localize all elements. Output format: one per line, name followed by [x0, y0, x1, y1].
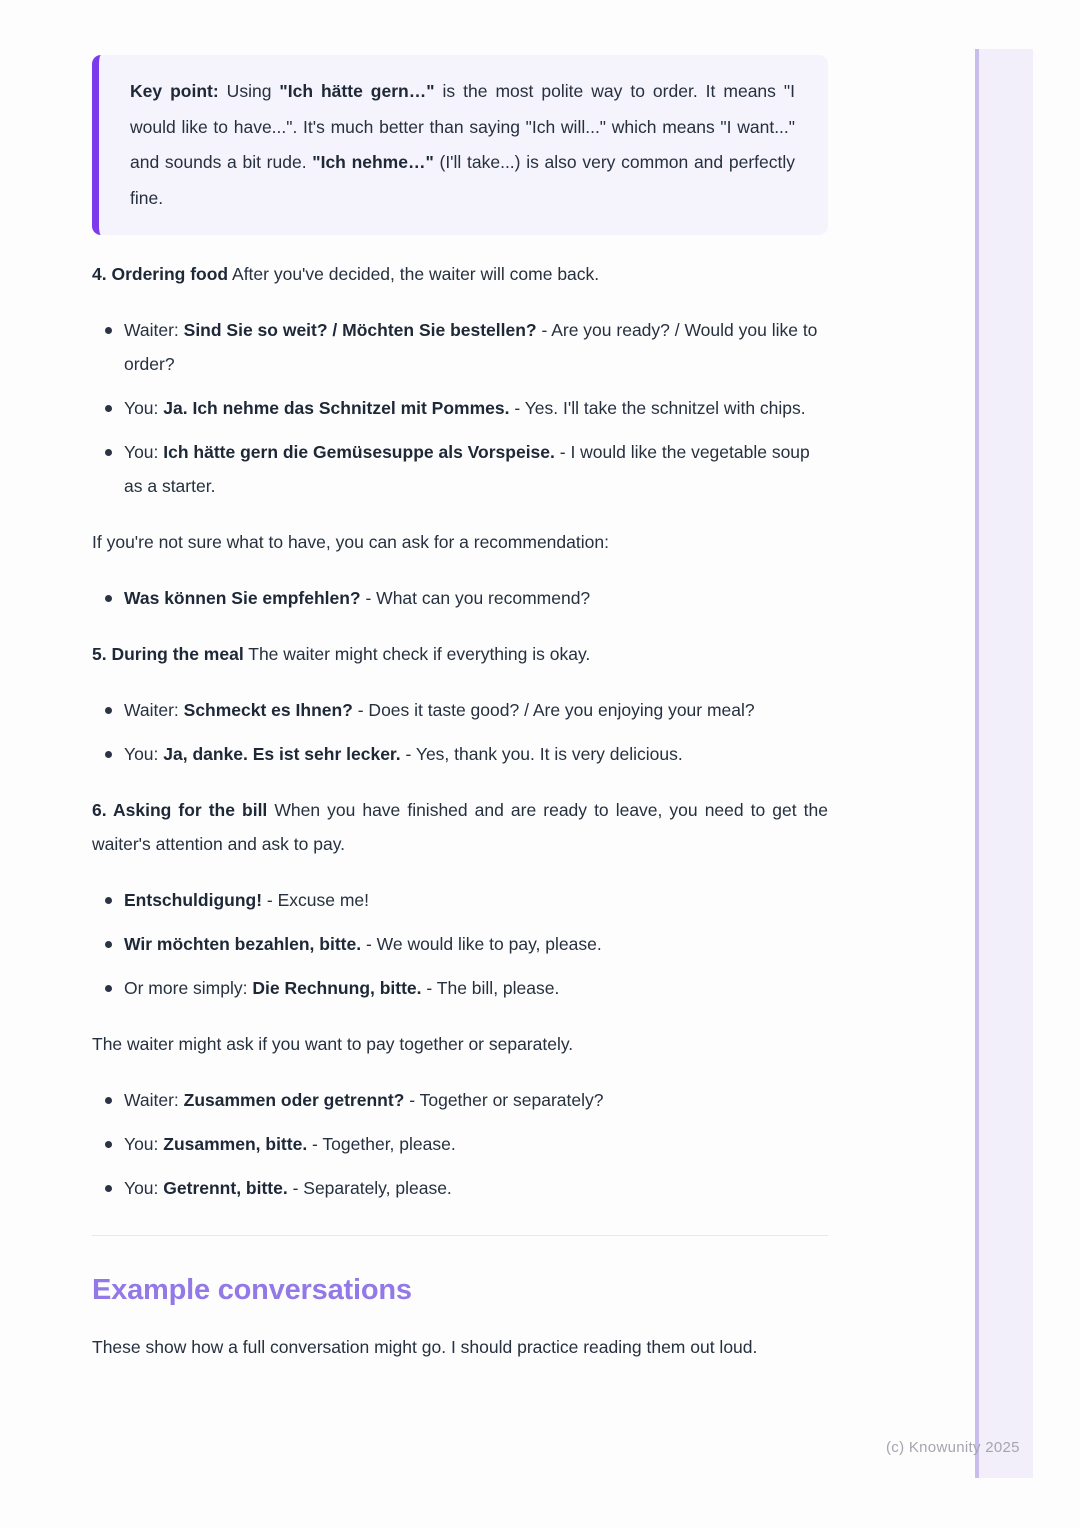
text-run: - I would like the vegetable soup as a starter.	[124, 442, 810, 496]
list-item	[92, 883, 828, 917]
bold-text-run: 4. Ordering food	[92, 264, 229, 284]
text-run: - Together, please.	[307, 1134, 456, 1154]
text-run: Waiter:	[124, 700, 184, 720]
list-item	[92, 391, 828, 425]
text-run: - Separately, please.	[287, 1178, 452, 1198]
text-run: You:	[124, 442, 164, 462]
bold-text-run: 6. Asking for the bill	[92, 800, 268, 820]
bold-text-run: Key point:	[130, 81, 219, 101]
bold-text-run: Entschuldigung!	[124, 890, 263, 910]
bullet-list	[92, 1083, 828, 1205]
text-run: Waiter:	[124, 1090, 184, 1110]
list-item	[92, 313, 828, 381]
text-run: You:	[124, 1134, 164, 1154]
text-run: - The bill, please.	[421, 978, 560, 998]
text-run: You:	[124, 398, 164, 418]
text-run: - Together or separately?	[404, 1090, 604, 1110]
bullet-list	[92, 313, 828, 503]
section-heading: Example conversations	[92, 1274, 412, 1306]
list-item	[92, 1127, 828, 1161]
text-run: (I'll take...) is also very common and perfectly fine.	[130, 152, 795, 208]
bold-text-run: Die Rechnung, bitte.	[252, 978, 422, 998]
paragraph	[92, 525, 828, 559]
text-run: You:	[124, 744, 164, 764]
text-run: - Are you ready? / Would you like to order?	[124, 320, 818, 374]
paragraph	[92, 1027, 828, 1061]
bold-text-run: Getrennt, bitte.	[163, 1178, 288, 1198]
paragraph	[92, 257, 828, 291]
paragraph	[92, 793, 828, 861]
bold-text-run: Ja, danke. Es ist sehr lecker.	[163, 744, 401, 764]
list-item	[92, 1083, 828, 1117]
bold-text-run: Ja. Ich nehme das Schnitzel mit Pommes.	[163, 398, 510, 418]
bold-text-run: "Ich hätte gern…"	[279, 81, 435, 101]
text-run: Waiter:	[124, 320, 184, 340]
text-run: - Yes, thank you. It is very delicious.	[400, 744, 683, 764]
text-run: - Yes. I'll take the schnitzel with chips.	[509, 398, 806, 418]
list-item	[92, 971, 828, 1005]
document-content	[92, 0, 828, 1386]
list-item	[92, 435, 828, 503]
text-run: Using	[218, 81, 280, 101]
text-run: is the most polite way to order. It means "I would like to have...". It's much better than saying "Ich will..." which means "I want..." and sounds a bit rude.	[130, 81, 795, 172]
bold-text-run: Ich hätte gern die Gemüsesuppe als Vorspeise.	[163, 442, 555, 462]
text-run: These show how a full conversation might go. I should practice reading them out loud.	[92, 1337, 758, 1357]
text-run: - Excuse me!	[262, 890, 370, 910]
text-run: - What can you recommend?	[360, 588, 591, 608]
bold-text-run: Sind Sie so weit? / Möchten Sie bestellen?	[183, 320, 537, 340]
text-run: - Does it taste good? / Are you enjoying your meal?	[352, 700, 755, 720]
list-item	[92, 693, 828, 727]
list-item	[92, 581, 828, 615]
text-run: The waiter might ask if you want to pay together or separately.	[92, 1034, 574, 1054]
list-item	[92, 1171, 828, 1205]
text-run: - We would like to pay, please.	[361, 934, 602, 954]
bold-text-run: Schmeckt es Ihnen?	[183, 700, 353, 720]
text-run: After you've decided, the waiter will come back.	[228, 264, 600, 284]
bold-text-run: Was können Sie empfehlen?	[124, 588, 361, 608]
key-point-callout	[92, 55, 828, 235]
paragraph	[92, 637, 828, 671]
bold-text-run: Wir möchten bezahlen, bitte.	[124, 934, 362, 954]
bold-text-run: Zusammen oder getrennt?	[183, 1090, 405, 1110]
text-run: The waiter might check if everything is okay.	[243, 644, 591, 664]
page-edge-decoration	[975, 49, 1033, 1478]
bullet-list	[92, 581, 828, 615]
list-item	[92, 927, 828, 961]
bullet-list	[92, 693, 828, 771]
list-item	[92, 737, 828, 771]
bullet-list	[92, 883, 828, 1005]
section-divider	[92, 1235, 828, 1236]
bold-text-run: Zusammen, bitte.	[163, 1134, 308, 1154]
paragraph	[92, 1330, 828, 1364]
text-run: You:	[124, 1178, 164, 1198]
text-run: Or more simply:	[124, 978, 253, 998]
bold-text-run: 5. During the meal	[92, 644, 244, 664]
bold-text-run: "Ich nehme…"	[312, 152, 434, 172]
text-run: When you have finished and are ready to leave, you need to get the waiter's attention and ask to pay.	[92, 800, 828, 854]
copyright-watermark: (c) Knowunity 2025	[886, 1439, 1020, 1456]
text-run: If you're not sure what to have, you can ask for a recommendation:	[92, 532, 609, 552]
